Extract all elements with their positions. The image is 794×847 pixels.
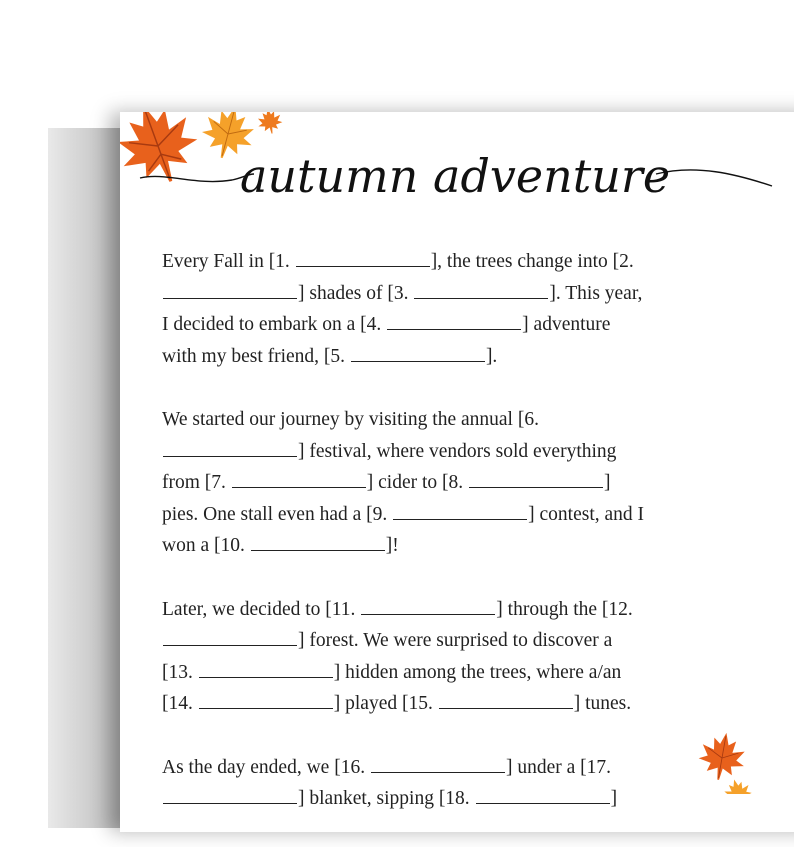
blank-field-4[interactable]	[387, 312, 521, 330]
blank-field-1[interactable]	[296, 249, 430, 267]
blank-field-18[interactable]	[476, 786, 610, 804]
story-line: As the day ended, we [16. ] under a [17.	[162, 756, 611, 778]
story-line: ] festival, where vendors sold everything	[162, 436, 742, 468]
story-line: I decided to embark on a [4. ] adventure	[162, 314, 611, 335]
blank-field-9[interactable]	[393, 502, 527, 520]
blank-field-13[interactable]	[199, 660, 333, 678]
story-line: ] forest. We were surprised to discover a	[162, 625, 742, 657]
blank-field-10[interactable]	[251, 533, 385, 551]
blank-field-6[interactable]	[163, 439, 297, 457]
blank-field-16[interactable]	[371, 755, 505, 773]
story-line: with my best friend, [5. ].	[162, 345, 498, 367]
blank-field-8[interactable]	[469, 470, 603, 488]
paragraph	[162, 752, 742, 815]
story-line: We started our journey by visiting the annual [6.	[162, 409, 539, 430]
paragraph	[162, 594, 742, 720]
blank-field-12[interactable]	[163, 628, 297, 646]
maple-leaf-small	[256, 112, 284, 136]
mad-lib-story	[162, 246, 742, 847]
title-text: autumn adventure	[240, 149, 671, 203]
story-line: from [7. ] cider to [8. ]	[162, 472, 611, 493]
story-line: [14. ] played [15. ] tunes.	[162, 693, 632, 714]
paragraph	[162, 246, 742, 372]
story-line: Every Fall in [1. ], the trees change into [2.	[162, 251, 634, 272]
blank-field-7[interactable]	[232, 470, 366, 488]
blank-field-14[interactable]	[199, 691, 333, 709]
story-line: ] shades of [3. ]. This year,	[162, 278, 742, 310]
story-line: pies. One stall even had a [9. ] contest, and I	[162, 503, 645, 525]
blank-field-5[interactable]	[351, 344, 485, 362]
story-line: [13. ] hidden among the trees, where a/an	[162, 661, 622, 683]
blank-field-3[interactable]	[414, 281, 548, 299]
blank-field-15[interactable]	[439, 691, 573, 709]
story-line: won a [10. ]!	[162, 535, 399, 556]
blank-field-17[interactable]	[163, 786, 297, 804]
story-line: ] blanket, sipping [18. ]	[162, 783, 742, 815]
story-line: Later, we decided to [11. ] through the [12.	[162, 598, 633, 620]
blank-field-11[interactable]	[361, 597, 495, 615]
paragraph	[162, 404, 742, 562]
blank-field-2[interactable]	[163, 281, 297, 299]
worksheet-title	[136, 134, 776, 214]
